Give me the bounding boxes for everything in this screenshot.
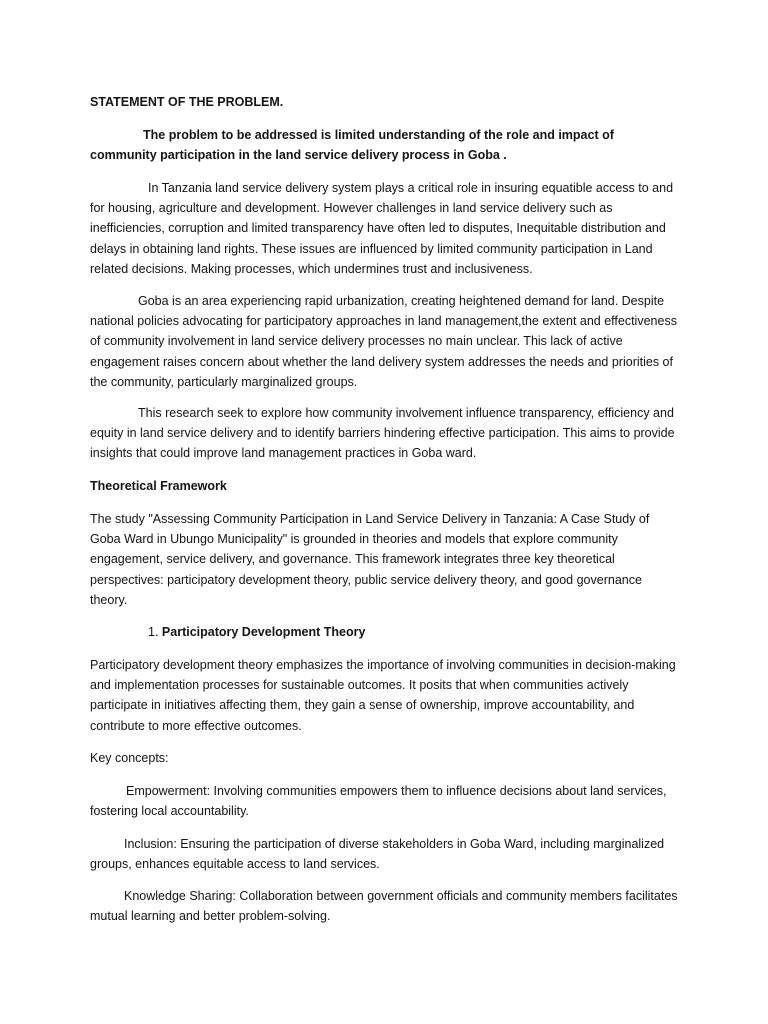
- concept-empowerment: Empowerment: Involving communities empowers them to influence decisions about land services, fostering local accountability.: [90, 784, 667, 819]
- concept-inclusion: Inclusion: Ensuring the participation of diverse stakeholders in Goba Ward, including marginalized groups, enhances equitable access to land services.: [90, 837, 665, 872]
- paragraph-goba-urbanization: Goba is an area experiencing rapid urbanization, creating heightened demand for land. Despite national policies advocating for participatory approaches in land management,the extent and effectiveness of community involvement in land service delivery processes no main unclear. This lack of active engagement raises concern about whether the land delivery system addresses the needs and priorities of the community, particularly marginalized groups.: [90, 294, 677, 389]
- section-heading-framework: Theoretical Framework: [90, 479, 227, 493]
- section-heading-problem: STATEMENT OF THE PROBLEM.: [90, 95, 284, 109]
- paragraph-research-aim: This research seek to explore how community involvement influence transparency, efficiency and equity in land service delivery and to identify barriers hindering effective participation. This aims to provide insights that could improve land management practices in Goba ward.: [90, 406, 675, 461]
- paragraph-framework: The study "Assessing Community Participation in Land Service Delivery in Tanzania: A Case Study of Goba Ward in Ubungo Municipality" is grounded in theories and models that explore community engagement, service delivery, and governance. This framework integrates three key theoretical perspectives: participatory development theory, public service delivery theory, and good governance theory.: [90, 512, 650, 607]
- paragraph-participatory-theory: Participatory development theory emphasizes the importance of involving communities in decision-making and implementation processes for sustainable outcomes. It posits that when communities actively participate in initiatives affecting them, they gain a sense of ownership, improve accountability, and contribute to more effective outcomes.: [90, 658, 676, 733]
- concept-knowledge-sharing: Knowledge Sharing: Collaboration between government officials and community members facilitates mutual learning and better problem-solving.: [90, 889, 678, 924]
- theory-title: Participatory Development Theory: [161, 625, 366, 639]
- theory-heading-participatory: [90, 622, 738, 642]
- paragraph-tanzania-land-service: In Tanzania land service delivery system plays a critical role in insuring equatible access to and for housing, agriculture and development. However challenges in land service delivery such as inefficiencies, corruption and limited transparency have often led to disputes, Inequitable distribution and delays in obtaining land rights. These issues are influenced by limited community participation in Land related decisions. Making processes, which undermines trust and inclusiveness.: [90, 181, 674, 276]
- theory-number: 1.: [148, 625, 159, 639]
- problem-statement: The problem to be addressed is limited understanding of the role and impact of community participation in the land service delivery process in Goba .: [90, 128, 614, 163]
- key-concepts-label: Key concepts:: [90, 751, 169, 765]
